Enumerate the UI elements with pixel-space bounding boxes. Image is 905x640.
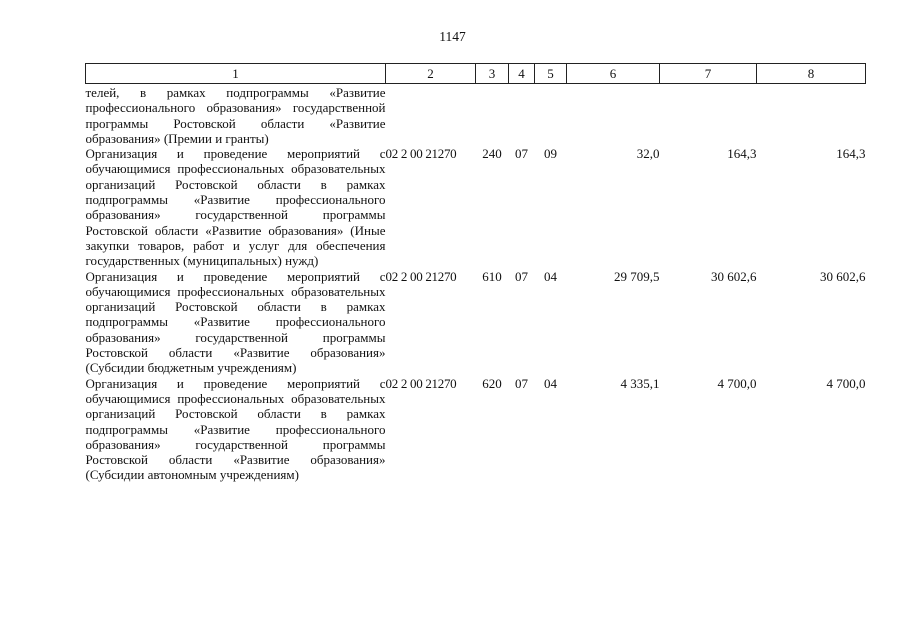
row-section	[509, 84, 535, 147]
row-target-article	[386, 84, 476, 147]
row-expense-type: 240	[482, 146, 502, 162]
row-amount-year2: 30 602,6	[711, 268, 757, 284]
row-section: 07	[515, 146, 528, 162]
column-header-8: 8	[757, 64, 866, 84]
column-header-7: 7	[660, 64, 757, 84]
column-header-2: 2	[386, 64, 476, 84]
row-section: 07	[515, 375, 528, 391]
row-amount-year2	[660, 84, 757, 147]
row-section: 07	[515, 268, 528, 284]
row-amount-year1: 29 709,5	[614, 268, 660, 284]
row-subsection	[535, 84, 567, 147]
row-description: Организация и проведение мероприятий с обучающимися профессиональных образовательных организаций Ростовской области в рамках подпрограммы «Развитие профессионального образования» государственной программы Ростовской области «Развитие образования» (Иные закупки товаров, работ и услуг для обеспечения государственных (муниципальных) нужд)	[85, 146, 386, 269]
row-description: телей, в рамках подпрограммы «Развитие профессионального образования» государственной программы Ростовской области «Развитие образования» (Премии и гранты)	[85, 85, 386, 146]
column-header-5: 5	[535, 64, 567, 84]
row-description: Организация и проведение мероприятий с обучающимися профессиональных образовательных организаций Ростовской области в рамках подпрограммы «Развитие профессионального образования» государственной программы Ростовской области «Развитие образования» (Субсидии бюджетным учреждениям)	[85, 268, 386, 376]
table-row	[86, 84, 866, 147]
row-subsection: 04	[544, 375, 557, 391]
row-target-article: 02 2 00 21270	[385, 375, 457, 391]
header-row	[86, 64, 866, 84]
row-amount-year3: 30 602,6	[820, 268, 866, 284]
row-expense-type: 610	[482, 268, 502, 284]
row-subsection: 09	[544, 146, 557, 162]
row-expense-type: 620	[482, 375, 502, 391]
row-amount-year3: 164,3	[836, 146, 866, 162]
row-amount-year2: 164,3	[727, 146, 757, 162]
table-row	[86, 269, 866, 376]
row-amount-year1	[567, 84, 660, 147]
row-amount-year2: 4 700,0	[717, 375, 757, 391]
budget-table	[85, 63, 866, 483]
row-expense-type	[476, 84, 509, 147]
table-row	[86, 146, 866, 268]
row-description: Организация и проведение мероприятий с обучающимися профессиональных образовательных организаций Ростовской области в рамках подпрограммы «Развитие профессионального образования» государственной программы Ростовской области «Развитие образования» (Субсидии автономным учреждениям)	[85, 375, 386, 483]
row-amount-year3: 4 700,0	[826, 375, 866, 391]
row-target-article: 02 2 00 21270	[385, 146, 457, 162]
row-amount-year1: 4 335,1	[620, 375, 660, 391]
column-header-3: 3	[476, 64, 509, 84]
row-amount-year1: 32,0	[636, 146, 660, 162]
column-header-4: 4	[509, 64, 535, 84]
row-target-article: 02 2 00 21270	[385, 268, 457, 284]
row-amount-year3	[757, 84, 866, 147]
column-header-6: 6	[567, 64, 660, 84]
page-number: 1147	[439, 29, 466, 44]
row-subsection: 04	[544, 268, 557, 284]
table-row	[86, 376, 866, 483]
column-header-1: 1	[86, 64, 386, 84]
